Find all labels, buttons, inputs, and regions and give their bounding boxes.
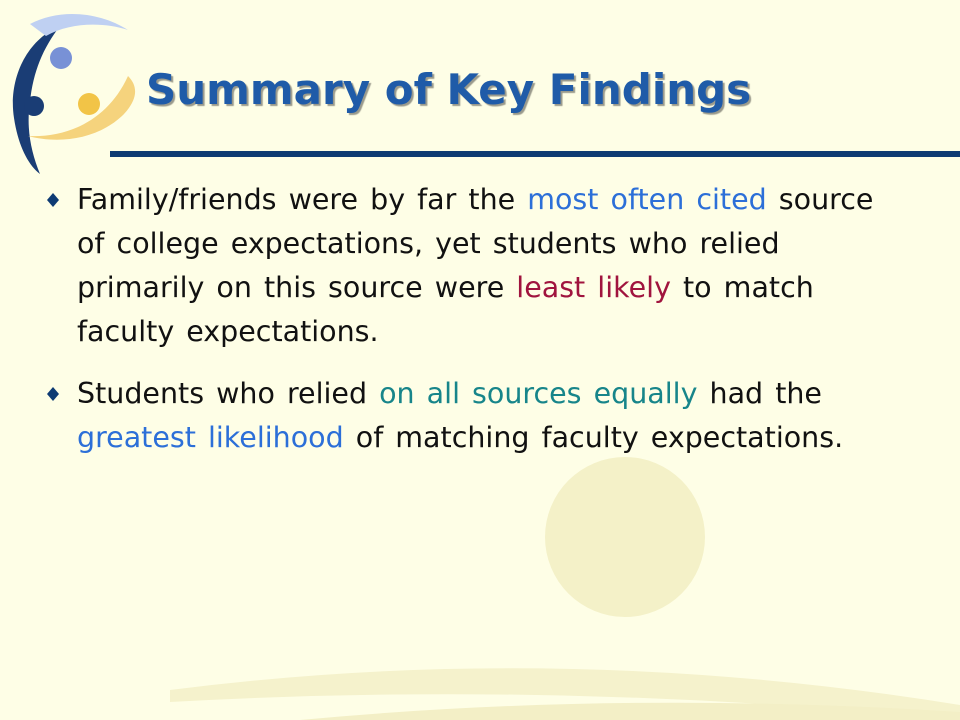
diamond-bullet-icon xyxy=(44,191,62,209)
logo-dark-dot xyxy=(24,96,44,116)
bullet-text-run: source of college expectations, yet students who relied primarily on this source were xyxy=(77,183,874,304)
slide-title: Summary of Key Findings xyxy=(146,65,752,114)
logo-lightblue-arc xyxy=(30,14,128,36)
emphasis-on-all-sources-equally: on all sources equally xyxy=(379,377,698,410)
bullet-list xyxy=(44,178,904,460)
emphasis-greatest-likelihood: greatest likelihood xyxy=(77,421,344,454)
bullet-item xyxy=(44,372,904,460)
bullet-item xyxy=(44,178,904,354)
title-underline-rule xyxy=(110,151,960,157)
bullet-text-run: Family/friends were by far the xyxy=(77,183,528,216)
bullet-text-run: had the xyxy=(697,377,822,410)
background-circle xyxy=(545,457,705,617)
diamond-bullet-icon xyxy=(44,385,62,403)
logo-gold-dot xyxy=(78,93,100,115)
emphasis-most-often-cited: most often cited xyxy=(527,183,767,216)
logo-blue-dot xyxy=(50,47,72,69)
bullet-text-run: of matching faculty expectations. xyxy=(343,421,844,454)
bullet-text-run: Students who relied xyxy=(77,377,380,410)
emphasis-least-likely: least likely xyxy=(516,271,671,304)
bullet-text-run: to match faculty expectations. xyxy=(77,271,814,348)
